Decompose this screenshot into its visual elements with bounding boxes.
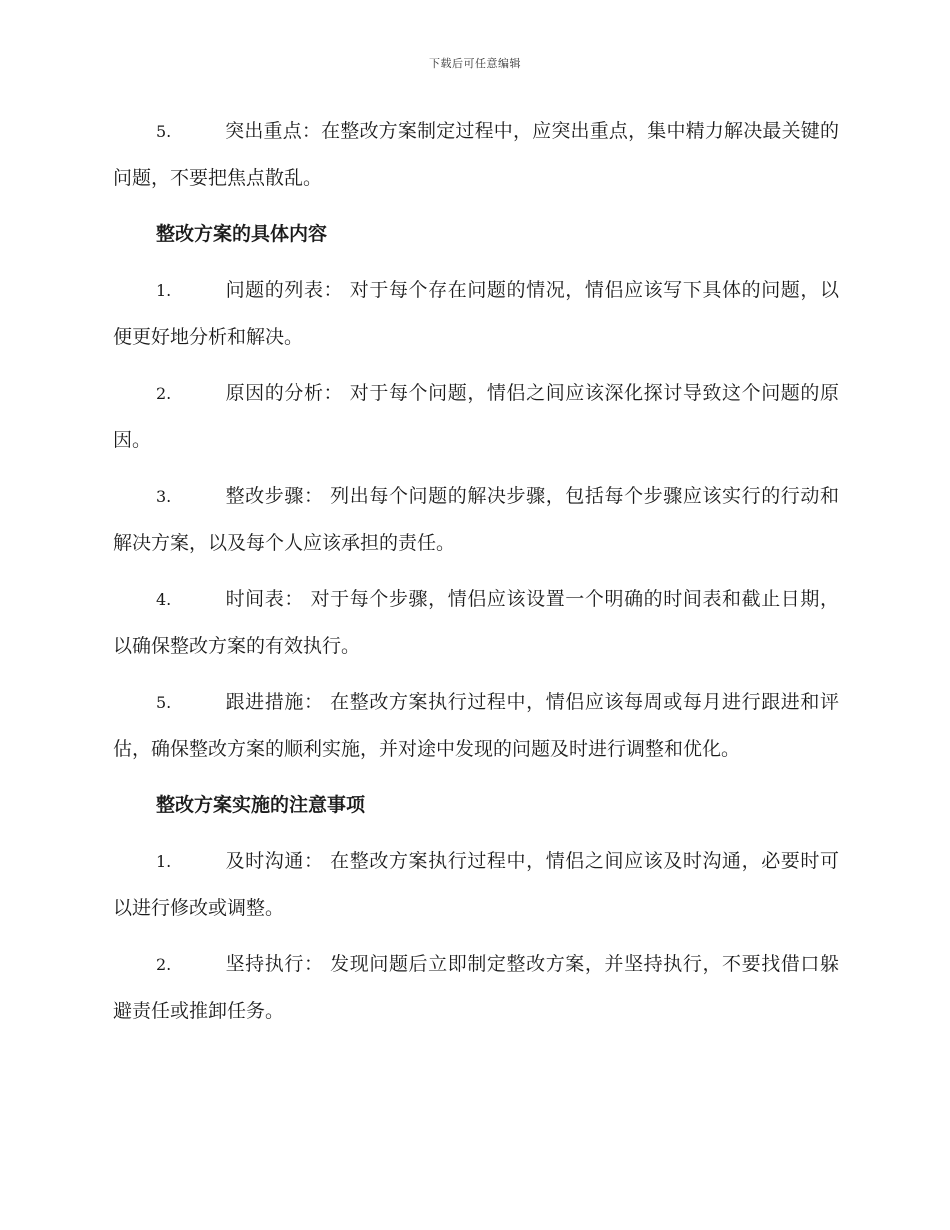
list-item xyxy=(113,838,839,931)
item-number: 2. xyxy=(156,384,172,403)
section-heading: 整改方案实施的注意事项 xyxy=(156,794,366,816)
item-number: 4. xyxy=(156,590,172,609)
list-item xyxy=(113,370,839,463)
item-text: 原因的分析： 对于每个问题，情侣之间应该深化探讨导致这个问题的原因。 xyxy=(113,382,839,451)
document-body xyxy=(113,108,839,1044)
item-text: 坚持执行： 发现问题后立即制定整改方案，并坚持执行，不要找借口躲避责任或推卸任务。 xyxy=(113,953,839,1022)
item-text: 时间表： 对于每个步骤，情侣应该设置一个明确的时间表和截止日期，以确保整改方案的有效执行。 xyxy=(113,588,839,657)
list-item xyxy=(113,576,839,669)
item-number: 3. xyxy=(156,487,172,506)
item-text: 突出重点：在整改方案制定过程中，应突出重点，集中精力解决最关键的问题，不要把焦点散乱。 xyxy=(113,120,839,189)
list-item xyxy=(113,679,839,772)
list-item xyxy=(113,267,839,360)
item-number: 5. xyxy=(156,122,172,141)
item-number: 1. xyxy=(156,852,172,871)
section-heading: 整改方案的具体内容 xyxy=(156,223,328,245)
item-number: 5. xyxy=(156,693,172,712)
list-item xyxy=(113,108,839,201)
list-item xyxy=(113,473,839,566)
item-text: 整改步骤： 列出每个问题的解决步骤，包括每个步骤应该实行的行动和解决方案，以及每个人应该承担的责任。 xyxy=(113,485,839,554)
item-number: 2. xyxy=(156,955,172,974)
item-text: 跟进措施： 在整改方案执行过程中，情侣应该每周或每月进行跟进和评估，确保整改方案的顺利实施，并对途中发现的问题及时进行调整和优化。 xyxy=(113,691,839,760)
page-header: 下载后可任意编辑 xyxy=(429,57,521,70)
item-text: 问题的列表： 对于每个存在问题的情况，情侣应该写下具体的问题，以便更好地分析和解决。 xyxy=(113,279,839,348)
item-number: 1. xyxy=(156,281,172,300)
list-item xyxy=(113,941,839,1034)
item-text: 及时沟通： 在整改方案执行过程中，情侣之间应该及时沟通，必要时可以进行修改或调整。 xyxy=(113,850,839,919)
